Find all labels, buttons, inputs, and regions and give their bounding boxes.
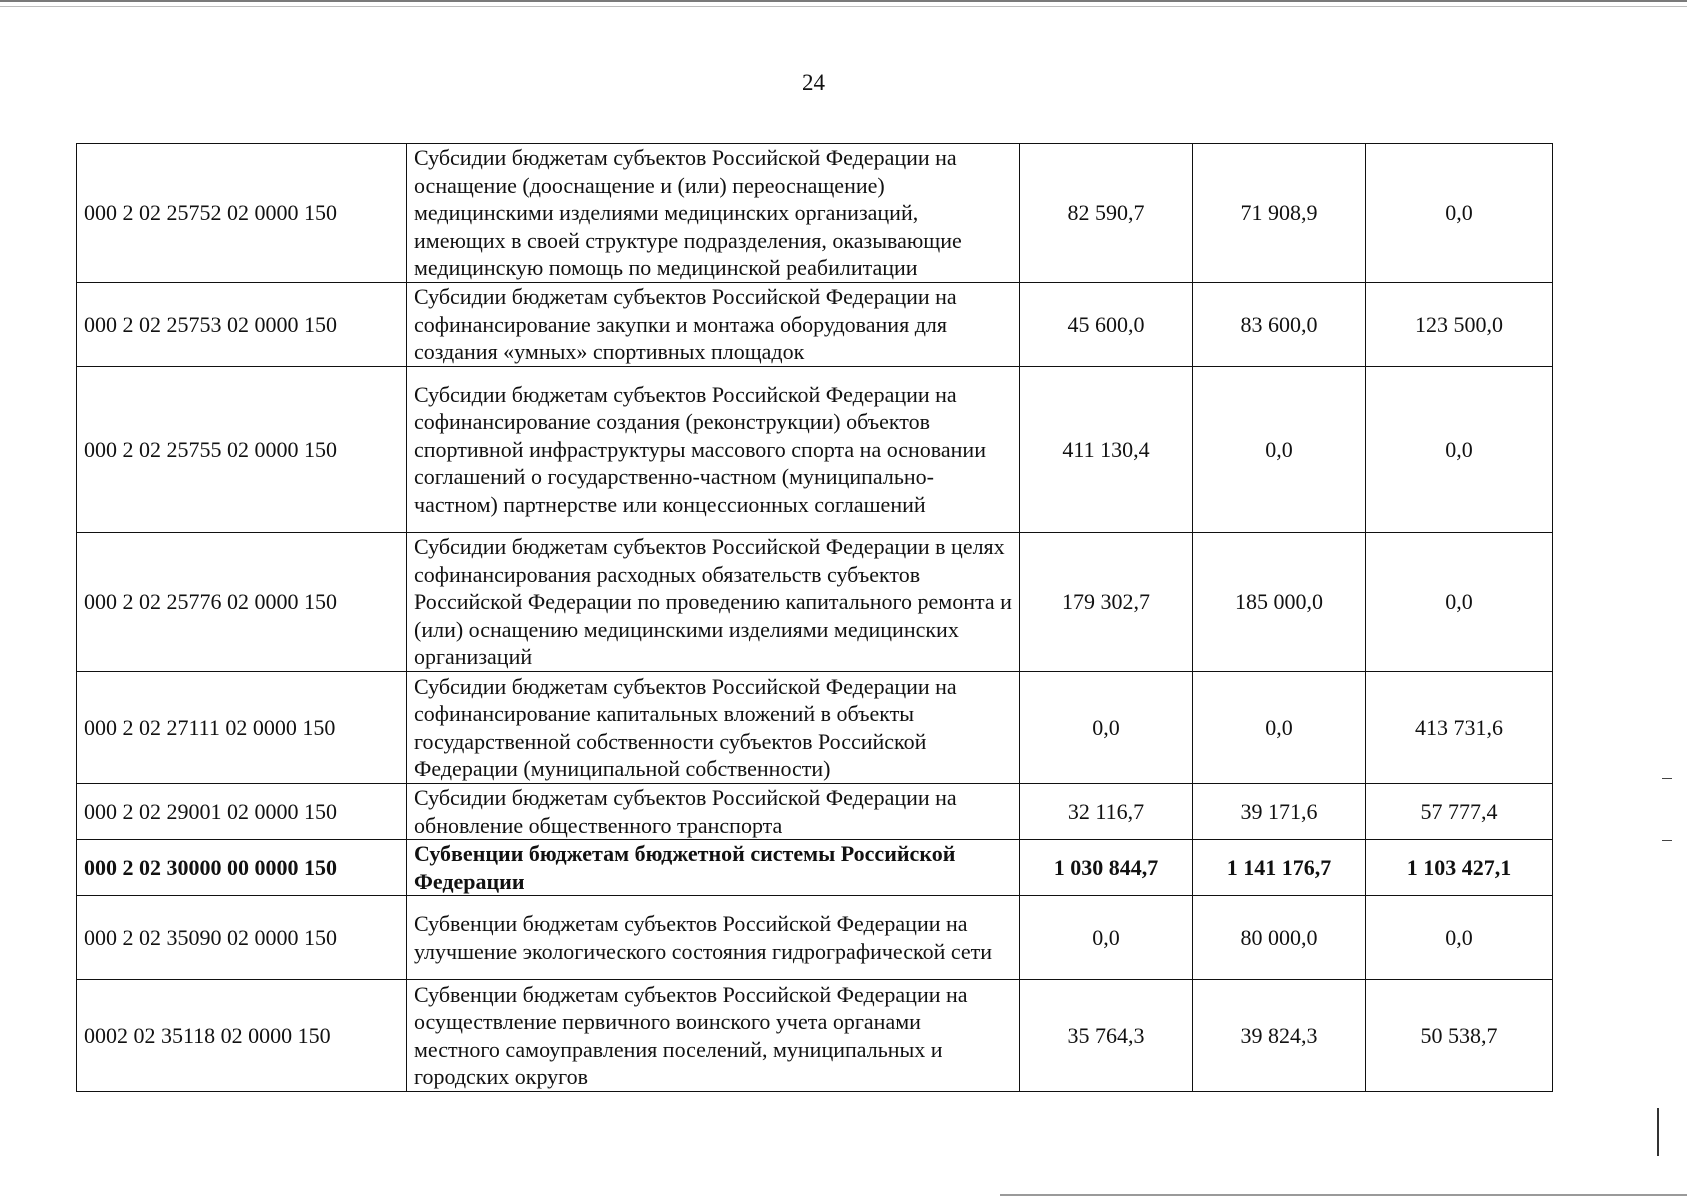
page-number: 24 bbox=[802, 70, 825, 95]
amount-year-3: 0,0 bbox=[1366, 896, 1553, 980]
table-row bbox=[77, 144, 1553, 283]
amount-year-1: 1 030 844,7 bbox=[1020, 840, 1193, 896]
income-description: Субвенции бюджетам субъектов Российской Федерации на осуществление первичного воинского учета органами местного самоуправления поселений, муниципальных и городских округов bbox=[407, 980, 1020, 1092]
income-description: Субсидии бюджетам субъектов Российской Федерации на софинансирование капитальных вложений в объекты государственной собственности субъектов Российской Федерации (муниципальной собственности) bbox=[407, 672, 1020, 784]
amount-year-3: 0,0 bbox=[1366, 533, 1553, 672]
budget-code: 0002 02 35118 02 0000 150 bbox=[77, 980, 407, 1092]
table-row bbox=[77, 784, 1553, 840]
amount-year-2: 0,0 bbox=[1193, 367, 1366, 533]
scan-edge-bottom bbox=[1000, 1194, 1687, 1196]
amount-year-2: 39 171,6 bbox=[1193, 784, 1366, 840]
scan-artifact-right-tick bbox=[1662, 840, 1672, 841]
amount-year-3: 0,0 bbox=[1366, 144, 1553, 283]
table-row bbox=[77, 672, 1553, 784]
scan-edge-top bbox=[0, 0, 1687, 2]
amount-year-2: 83 600,0 bbox=[1193, 283, 1366, 367]
budget-code: 000 2 02 25776 02 0000 150 bbox=[77, 533, 407, 672]
amount-year-2: 39 824,3 bbox=[1193, 980, 1366, 1092]
scan-edge-top-secondary bbox=[0, 6, 1687, 7]
budget-code: 000 2 02 25753 02 0000 150 bbox=[77, 283, 407, 367]
amount-year-1: 35 764,3 bbox=[1020, 980, 1193, 1092]
amount-year-1: 32 116,7 bbox=[1020, 784, 1193, 840]
amount-year-2: 0,0 bbox=[1193, 672, 1366, 784]
amount-year-3: 1 103 427,1 bbox=[1366, 840, 1553, 896]
amount-year-3: 57 777,4 bbox=[1366, 784, 1553, 840]
table-row bbox=[77, 367, 1553, 533]
income-description: Субвенции бюджетам бюджетной системы Российской Федерации bbox=[407, 840, 1020, 896]
table-row bbox=[77, 533, 1553, 672]
table-row bbox=[77, 283, 1553, 367]
budget-code: 000 2 02 25755 02 0000 150 bbox=[77, 367, 407, 533]
income-description: Субвенции бюджетам субъектов Российской Федерации на улучшение экологического состояния гидрографической сети bbox=[407, 896, 1020, 980]
income-description: Субсидии бюджетам субъектов Российской Федерации в целях софинансирования расходных обязательств субъектов Российской Федерации по проведению капитального ремонта и (или) оснащению медицинскими изделиями медицинских организаций bbox=[407, 533, 1020, 672]
budget-code: 000 2 02 29001 02 0000 150 bbox=[77, 784, 407, 840]
amount-year-3: 0,0 bbox=[1366, 367, 1553, 533]
income-description: Субсидии бюджетам субъектов Российской Федерации на софинансирование создания (реконструкции) объектов спортивной инфраструктуры массового спорта на основании соглашений о государственно-частном (муниципально-частном) партнерстве или концессионных соглашений bbox=[407, 367, 1020, 533]
table-row bbox=[77, 980, 1553, 1092]
amount-year-1: 82 590,7 bbox=[1020, 144, 1193, 283]
amount-year-3: 123 500,0 bbox=[1366, 283, 1553, 367]
income-description: Субсидии бюджетам субъектов Российской Федерации на обновление общественного транспорта bbox=[407, 784, 1020, 840]
amount-year-1: 45 600,0 bbox=[1020, 283, 1193, 367]
income-description: Субсидии бюджетам субъектов Российской Федерации на оснащение (дооснащение и (или) переоснащение) медицинскими изделиями медицинских организаций, имеющих в своей структуре подразделения, оказывающие медицинскую помощь по медицинской реабилитации bbox=[407, 144, 1020, 283]
budget-code: 000 2 02 35090 02 0000 150 bbox=[77, 896, 407, 980]
amount-year-2: 80 000,0 bbox=[1193, 896, 1366, 980]
table-row bbox=[77, 896, 1553, 980]
amount-year-1: 0,0 bbox=[1020, 896, 1193, 980]
budget-code: 000 2 02 30000 00 0000 150 bbox=[77, 840, 407, 896]
amount-year-2: 71 908,9 bbox=[1193, 144, 1366, 283]
budget-code: 000 2 02 25752 02 0000 150 bbox=[77, 144, 407, 283]
amount-year-1: 0,0 bbox=[1020, 672, 1193, 784]
amount-year-1: 179 302,7 bbox=[1020, 533, 1193, 672]
amount-year-3: 413 731,6 bbox=[1366, 672, 1553, 784]
scan-artifact-right bbox=[1657, 1108, 1659, 1156]
amount-year-3: 50 538,7 bbox=[1366, 980, 1553, 1092]
table-row-total bbox=[77, 840, 1553, 896]
budget-table bbox=[76, 143, 1553, 1092]
amount-year-2: 185 000,0 bbox=[1193, 533, 1366, 672]
amount-year-1: 411 130,4 bbox=[1020, 367, 1193, 533]
budget-code: 000 2 02 27111 02 0000 150 bbox=[77, 672, 407, 784]
scan-artifact-right-tick bbox=[1662, 778, 1672, 779]
income-description: Субсидии бюджетам субъектов Российской Федерации на софинансирование закупки и монтажа оборудования для создания «умных» спортивных площадок bbox=[407, 283, 1020, 367]
amount-year-2: 1 141 176,7 bbox=[1193, 840, 1366, 896]
